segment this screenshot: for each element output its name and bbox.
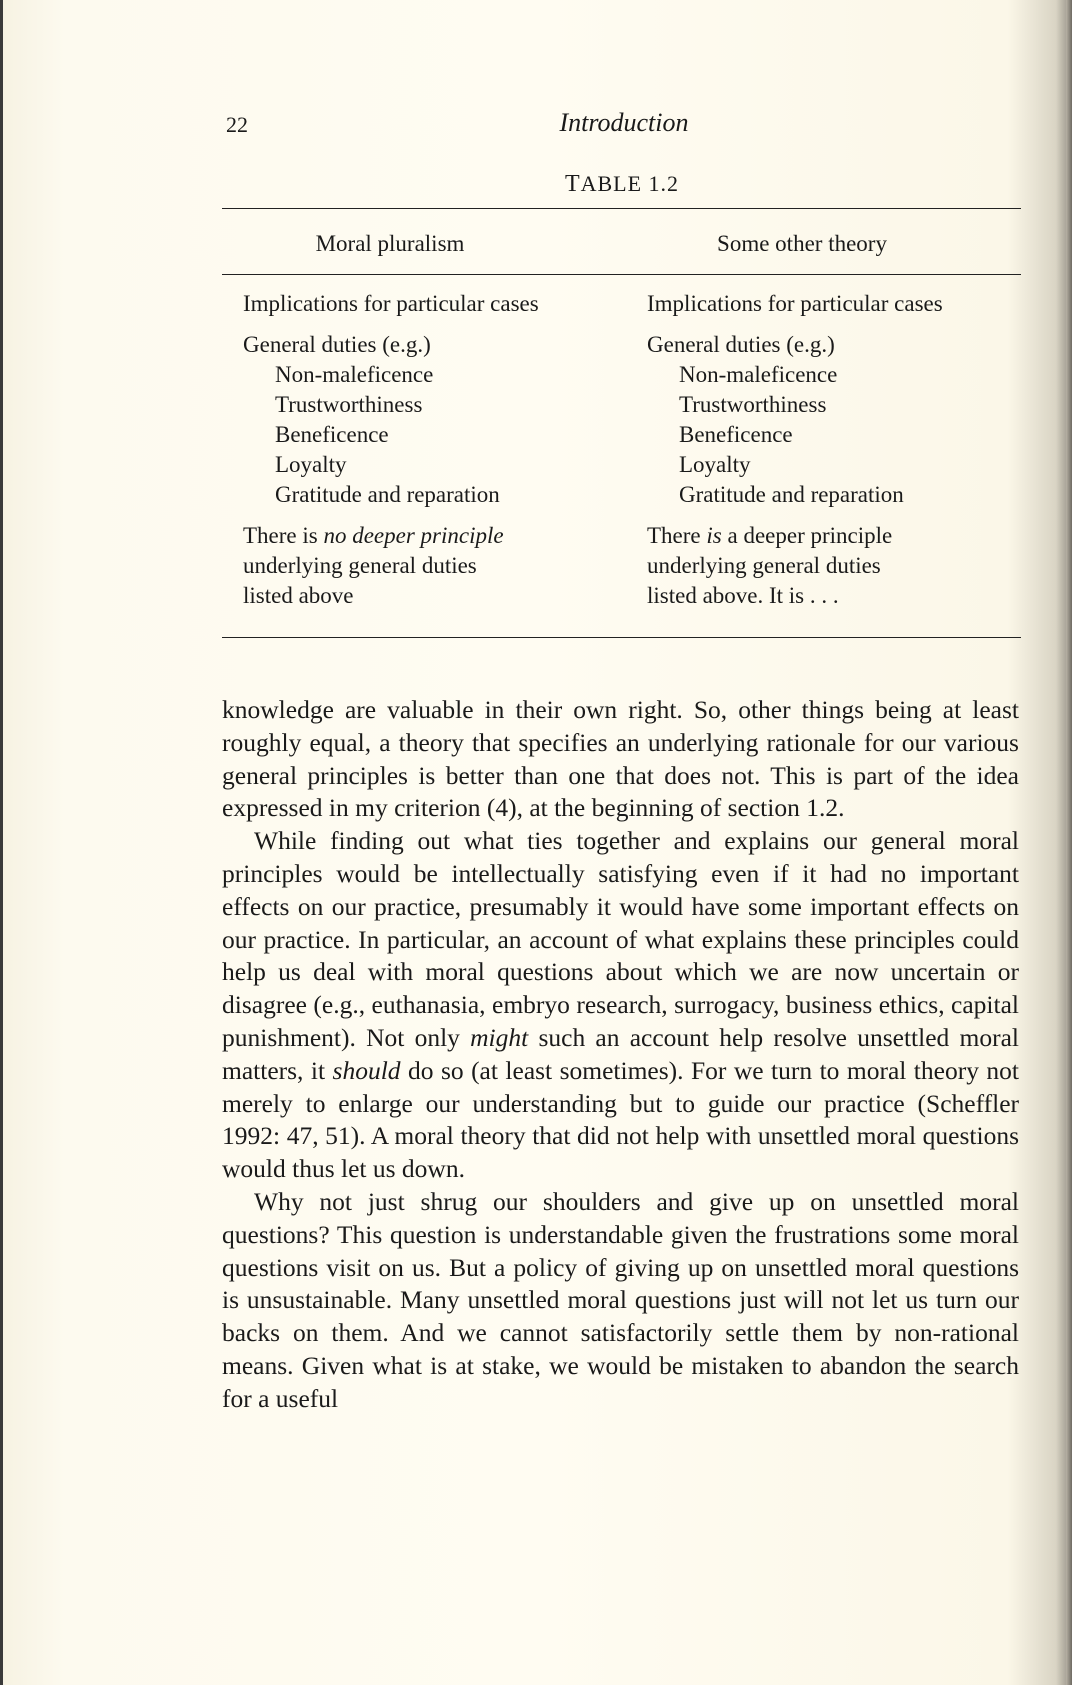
page-number: 22: [226, 112, 248, 137]
duty-item: Trustworthiness: [679, 392, 827, 417]
duty-item: Loyalty: [679, 452, 751, 477]
duty-item: Trustworthiness: [275, 392, 423, 417]
principle-emphasis: no deeper principle: [323, 523, 504, 548]
table-bottom-rule: [222, 637, 1021, 638]
page-header: [226, 108, 1022, 148]
principle-line: underlying general duties: [243, 553, 477, 578]
general-duties-label: General duties (e.g.): [243, 332, 431, 357]
implications-label: Implications for particular cases: [243, 291, 539, 316]
paragraph-2: While finding out what ties together and explains our general moral principles would be intellectually satisfying even if it had no important effects on our practice, presumably it would have some important effects on our practice. In particular, an account of what explains these principles could help us deal with moral questions about which we are now uncertain or disagree (e.g., euthanasia, embryo research, surrogacy, business ethics, capital punishment). Not only might such an account help resolve unsettled moral matters, it should do so (at least sometimes). For we turn to moral theory not merely to enlarge our understanding but to guide our practice (Scheffler 1992: 47, 51). A moral theory that did not help with unsettled moral questions would thus let us down.: [222, 826, 1020, 1184]
body-text: [222, 694, 1019, 1416]
column-heading-other-theory: Some other theory: [717, 231, 887, 256]
principle-line: listed above. It is . . .: [647, 583, 839, 608]
duty-item: Beneficence: [679, 422, 793, 447]
table-caption: [222, 171, 1022, 198]
principle-statement: There is no deeper principle: [243, 523, 504, 548]
duty-item: Non-maleficence: [275, 362, 434, 387]
principle-emphasis: is: [706, 523, 722, 548]
table-column-moral-pluralism: [243, 289, 623, 611]
emphasis-might: might: [470, 1022, 529, 1052]
principle-statement: There is a deeper principle: [647, 523, 893, 548]
duty-item: Beneficence: [275, 422, 389, 447]
page-right-edge: [1066, 0, 1072, 1685]
paragraph-3: Why not just shrug our shoulders and give up on unsettled moral questions? This question is understandable given the frustrations some moral questions visit on us. But a policy of giving up on unsettled moral questions is unsustainable. Many unsettled moral questions just will not let us turn our backs on them. And we cannot satisfactorily settle them by non-rational means. Given what is at stake, we would be mistaken to abandon the search for a useful: [222, 1186, 1019, 1413]
table-caption-rest: ABLE 1.2: [580, 171, 680, 196]
principle-line: underlying general duties: [647, 553, 881, 578]
emphasis-should: should: [332, 1055, 401, 1085]
table-column-other-theory: [647, 289, 1027, 611]
table-caption-initial: T: [564, 171, 581, 197]
general-duties-label: General duties (e.g.): [647, 332, 835, 357]
table-top-rule: [222, 208, 1021, 209]
principle-line: listed above: [243, 583, 354, 608]
implications-label: Implications for particular cases: [647, 291, 943, 316]
duty-item: Non-maleficence: [679, 362, 838, 387]
running-head: Introduction: [559, 108, 689, 137]
paragraph-1: knowledge are valuable in their own right. So, other things being at least roughly equal, a theory that specifies an underlying rationale for our various general principles is better than one that does not. This is part of the idea expressed in my criterion (4), at the beginning of section 1.2.: [222, 695, 1019, 823]
duty-item: Gratitude and reparation: [275, 482, 500, 507]
duty-item: Loyalty: [275, 452, 347, 477]
table-header-rule: [222, 274, 1021, 275]
duty-item: Gratitude and reparation: [679, 482, 904, 507]
page-left-edge: [0, 0, 3, 1685]
column-heading-moral-pluralism: Moral pluralism: [315, 231, 465, 256]
